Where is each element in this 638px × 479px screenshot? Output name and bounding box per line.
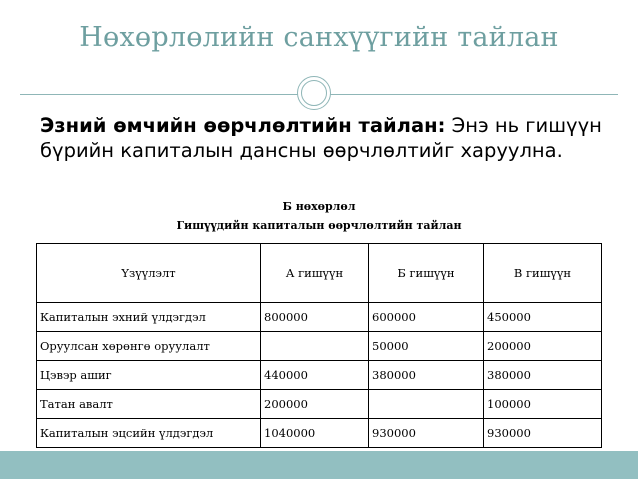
row-label: Цэвэр ашиг — [37, 361, 261, 390]
header-member-a: А гишүүн — [261, 244, 369, 303]
report-company: Б нөхөрлөл — [282, 200, 356, 213]
cell-member-b — [369, 390, 484, 419]
report-title: Гишүүдийн капиталын өөрчлөлтийн тайлан — [176, 219, 462, 232]
cell-member-v: 100000 — [484, 390, 602, 419]
cell-member-v: 200000 — [484, 332, 602, 361]
cell-member-a: 440000 — [261, 361, 369, 390]
row-label: Татан авалт — [37, 390, 261, 419]
cell-member-v: 450000 — [484, 303, 602, 332]
table-row — [37, 390, 602, 419]
cell-member-a: 1040000 — [261, 419, 369, 448]
cell-member-v: 930000 — [484, 419, 602, 448]
cell-member-a: 800000 — [261, 303, 369, 332]
cell-member-b: 930000 — [369, 419, 484, 448]
cell-member-a: 200000 — [261, 390, 369, 419]
header-indicator: Үзүүлэлт — [37, 244, 261, 303]
paragraph-term: Эзний өмчийн өөрчлөлтийн тайлан: — [40, 114, 446, 137]
cell-member-b: 50000 — [369, 332, 484, 361]
capital-change-table — [36, 243, 602, 448]
table-row — [37, 303, 602, 332]
footer-band — [0, 451, 638, 479]
divider-ornament-inner — [301, 80, 327, 106]
cell-member-b: 600000 — [369, 303, 484, 332]
cell-member-b: 380000 — [369, 361, 484, 390]
table-header-row — [37, 244, 602, 303]
cell-member-a — [261, 332, 369, 361]
header-member-b: Б гишүүн — [369, 244, 484, 303]
row-label: Капиталын эхний үлдэгдэл — [37, 303, 261, 332]
cell-member-v: 380000 — [484, 361, 602, 390]
table-row — [37, 419, 602, 448]
slide-title: Нөхөрлөлийн санхүүгийн тайлан — [79, 22, 559, 53]
row-label: Капиталын эцсийн үлдэгдэл — [37, 419, 261, 448]
row-label: Оруулсан хөрөнгө оруулалт — [37, 332, 261, 361]
table-row — [37, 332, 602, 361]
paragraph-definition: Энэ нь гишүүн бүрийн капиталын дансны өөрчлөлтийг харуулна. — [40, 114, 602, 162]
body-paragraph — [40, 113, 610, 163]
header-member-v: В гишүүн — [484, 244, 602, 303]
table-row — [37, 361, 602, 390]
